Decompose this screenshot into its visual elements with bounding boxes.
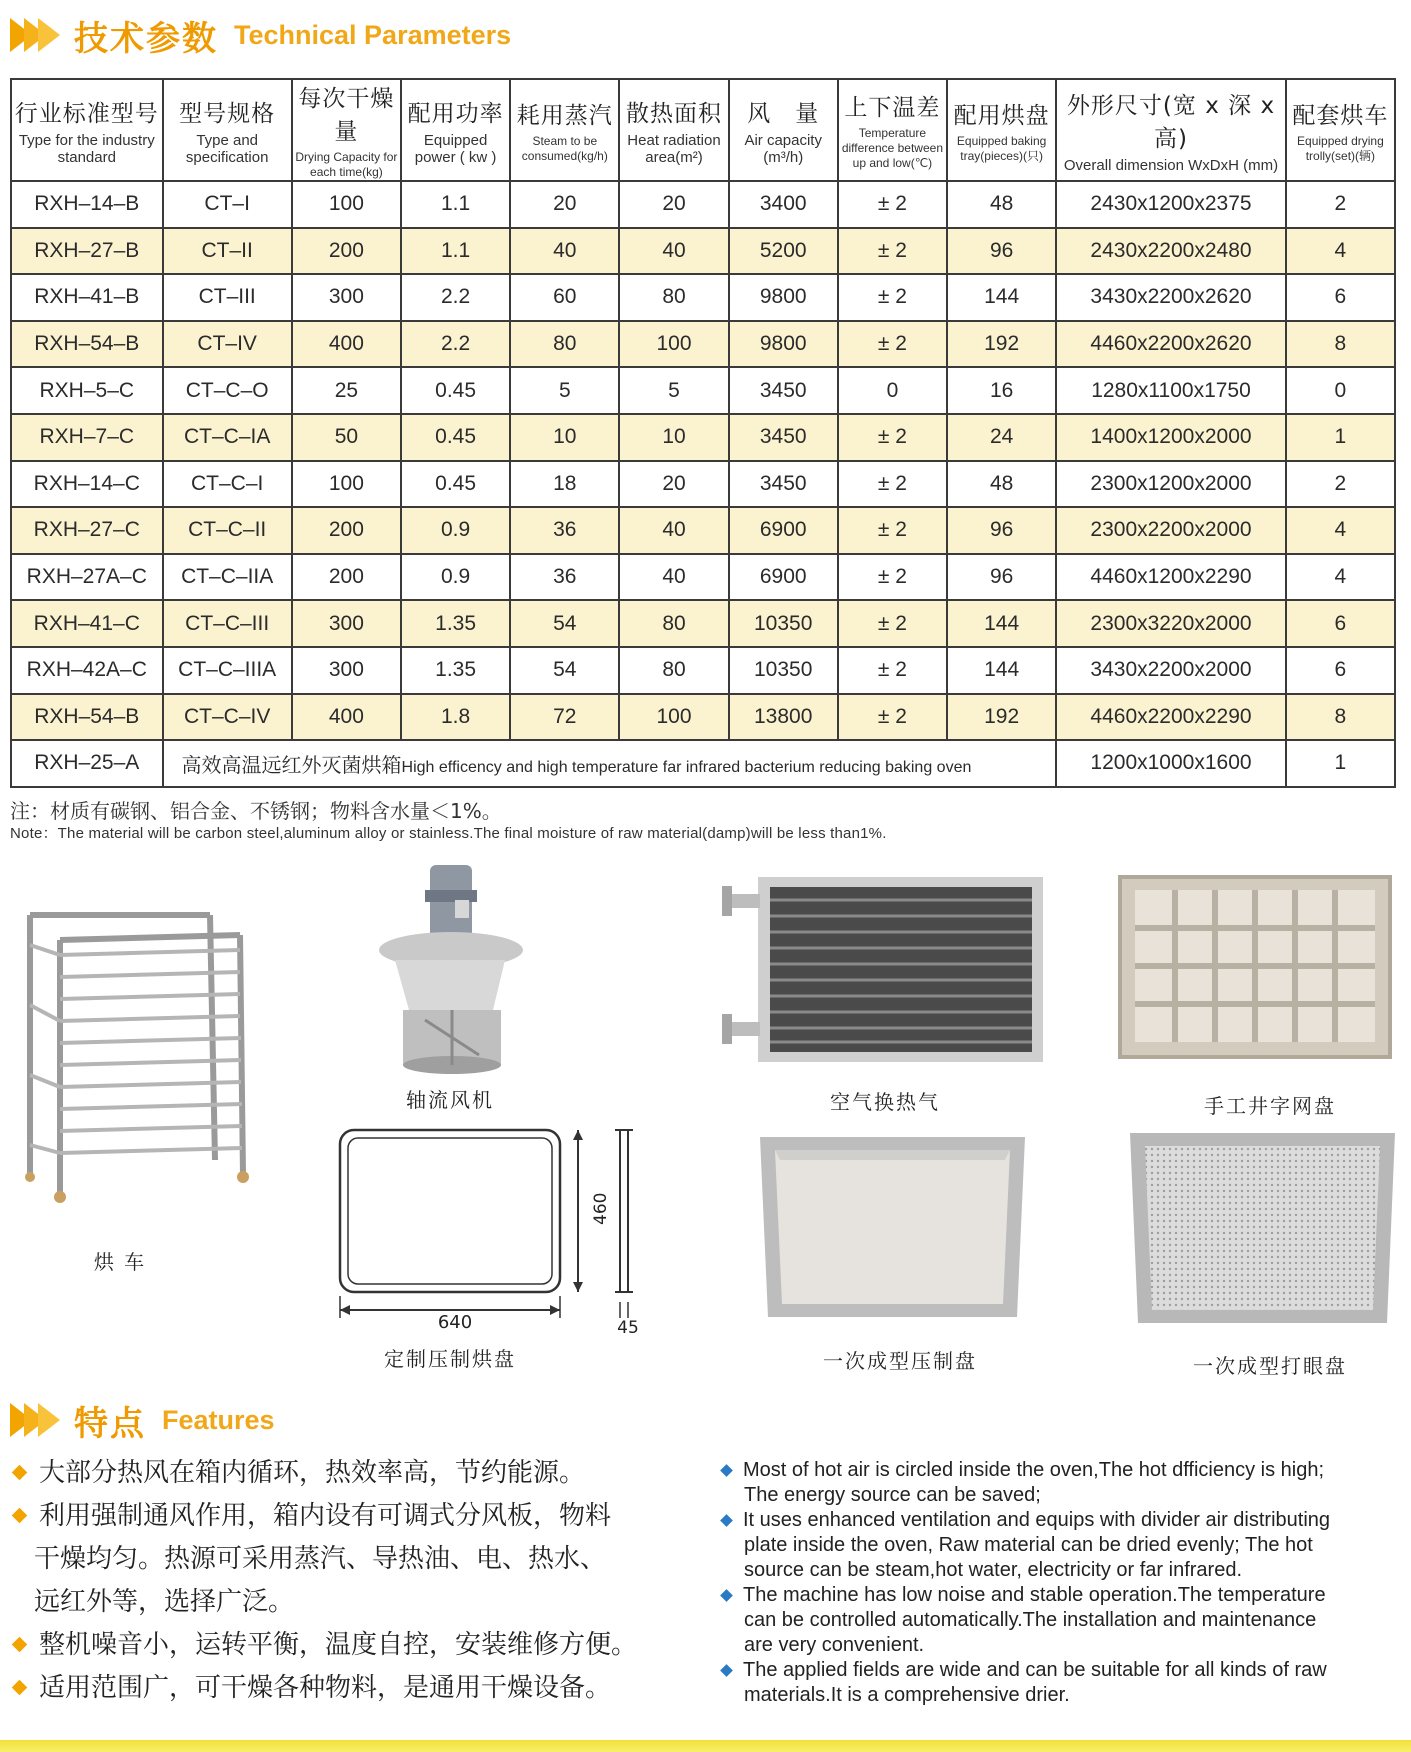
cell-heat-area: 100 <box>619 694 728 741</box>
cell-tray: 192 <box>947 694 1056 741</box>
cell-model: RXH–27–B <box>11 228 163 275</box>
caption-fan: 轴流风机 <box>406 1088 494 1112</box>
cell-tray: 96 <box>947 228 1056 275</box>
table-header-row <box>11 79 1395 181</box>
list-item <box>720 1633 1400 1658</box>
list-item <box>10 1538 690 1581</box>
cell-type: CT–C–IV <box>163 694 292 741</box>
cell-trolly: 1 <box>1286 414 1395 461</box>
cell-description <box>163 740 1057 787</box>
list-item <box>10 1581 690 1624</box>
cell-model: RXH–41–B <box>11 274 163 321</box>
col-header-zh: 上下温差 <box>844 95 941 121</box>
list-item <box>720 1508 1400 1533</box>
cell-steam: 80 <box>510 321 619 368</box>
cell-heat-area: 40 <box>619 507 728 554</box>
cell-tray: 144 <box>947 600 1056 647</box>
cell-capacity: 100 <box>292 181 401 228</box>
bullet-diamond-icon <box>12 1465 28 1481</box>
cell-trolly: 8 <box>1286 694 1395 741</box>
section-title-zh: 特点 <box>74 1403 146 1444</box>
cell-dimension: 2300x1200x2000 <box>1056 461 1286 508</box>
cell-capacity: 50 <box>292 414 401 461</box>
col-header-zh: 风 量 <box>747 100 820 127</box>
cell-steam: 36 <box>510 507 619 554</box>
cell-temp-diff: 0 <box>838 367 947 414</box>
cell-heat-area: 10 <box>619 414 728 461</box>
cell-temp-diff: ± 2 <box>838 600 947 647</box>
cell-trolly: 8 <box>1286 321 1395 368</box>
cell-steam: 20 <box>510 181 619 228</box>
feature-text: 远红外等，选择广泛。 <box>34 1587 295 1617</box>
list-item <box>10 1667 690 1710</box>
feature-text: Most of hot air is circled inside the oven,The hot dfficiency is high; <box>743 1459 1325 1481</box>
cell-heat-area: 40 <box>619 554 728 601</box>
col-header-zh: 耗用蒸汽 <box>516 102 613 129</box>
table-body <box>11 181 1395 787</box>
list-item <box>720 1608 1400 1633</box>
cell-tray: 144 <box>947 647 1056 694</box>
table-row <box>11 181 1395 228</box>
table-row <box>11 647 1395 694</box>
feature-text: 适用范围广，可干燥各种物料，是通用干燥设备。 <box>39 1673 612 1703</box>
cell-dimension: 4460x1200x2290 <box>1056 554 1286 601</box>
cell-heat-area: 5 <box>619 367 728 414</box>
cell-trolly: 0 <box>1286 367 1395 414</box>
cell-type: CT–II <box>163 228 292 275</box>
cell-steam: 18 <box>510 461 619 508</box>
cell-temp-diff: ± 2 <box>838 554 947 601</box>
cell-tray: 48 <box>947 461 1056 508</box>
feature-text: are very convenient. <box>744 1634 925 1656</box>
col-header-en: Equipped power ( kw ) <box>414 131 497 166</box>
cell-model: RXH–14–B <box>11 181 163 228</box>
cell-temp-diff: ± 2 <box>838 228 947 275</box>
cell-trolly: 4 <box>1286 228 1395 275</box>
cell-capacity: 400 <box>292 321 401 368</box>
cell-temp-diff: ± 2 <box>838 461 947 508</box>
note-zh: 注：材质有碳钢、铝合金、不锈钢；物料含水量＜1%。 <box>10 799 502 823</box>
desc-zh: 高效高温远红外灭菌烘箱 <box>181 752 402 777</box>
col-header-zh: 行业标准型号 <box>14 100 159 127</box>
section-header-features <box>10 1395 275 1445</box>
table-row <box>11 507 1395 554</box>
bullet-diamond-icon <box>720 1664 733 1677</box>
cell-heat-area: 20 <box>619 461 728 508</box>
cell-tray: 16 <box>947 367 1056 414</box>
col-header-zh: 散热面积 <box>626 100 722 127</box>
cell-heat-area: 100 <box>619 321 728 368</box>
cell-air: 3450 <box>729 367 838 414</box>
cell-temp-diff: ± 2 <box>838 181 947 228</box>
cell-air: 9800 <box>729 321 838 368</box>
cell-steam: 36 <box>510 554 619 601</box>
feature-text: The applied fields are wide and can be suitable for all kinds of raw <box>743 1659 1327 1681</box>
cell-type: CT–C–I <box>163 461 292 508</box>
list-item <box>720 1458 1400 1483</box>
cell-tray: 144 <box>947 274 1056 321</box>
cell-type: CT–I <box>163 181 292 228</box>
col-header-standard <box>11 79 163 181</box>
features-zh-list <box>10 1452 690 1710</box>
perforated-tray-image <box>1125 1128 1400 1328</box>
cell-trolly: 4 <box>1286 554 1395 601</box>
cell-heat-area: 40 <box>619 228 728 275</box>
cell-temp-diff: ± 2 <box>838 321 947 368</box>
cell-type: CT–C–IIIA <box>163 647 292 694</box>
section-title-en: Technical Parameters <box>234 19 512 50</box>
note-en: Note：The material will be carbon steel,aluminum alloy or stainless.The final moisture of raw material(damp)will be less than1%. <box>10 825 887 842</box>
cell-model: RXH–27A–C <box>11 554 163 601</box>
cell-power: 1.35 <box>401 647 510 694</box>
table-row <box>11 228 1395 275</box>
col-header-en: Drying Capacity for each time(kg) <box>295 150 398 179</box>
dim-width-label: 640 <box>437 1312 473 1333</box>
cell-dimension: 3430x2200x2620 <box>1056 274 1286 321</box>
cell-air: 10350 <box>729 600 838 647</box>
cell-tray: 96 <box>947 507 1056 554</box>
cell-temp-diff: ± 2 <box>838 274 947 321</box>
cell-capacity: 300 <box>292 600 401 647</box>
feature-text: plate inside the oven, Raw material can be dried evenly; The hot <box>744 1534 1313 1556</box>
feature-text: can be controlled automatically.The installation and maintenance <box>744 1609 1317 1631</box>
feature-text: 利用强制通风作用，箱内设有可调式分风板，物料 <box>39 1501 612 1531</box>
cell-type: CT–C–IIA <box>163 554 292 601</box>
col-header-dimension <box>1056 79 1286 181</box>
cell-trolly: 6 <box>1286 647 1395 694</box>
col-header-en: Steam to be consumed(kg/h) <box>521 133 608 163</box>
bullet-diamond-icon <box>12 1637 28 1653</box>
formed-tray-image <box>755 1132 1030 1322</box>
bullet-diamond-icon <box>12 1680 28 1696</box>
bullet-diamond-icon <box>720 1589 733 1602</box>
cell-power: 2.2 <box>401 321 510 368</box>
section-title-en: Features <box>162 1404 275 1435</box>
cell-capacity: 100 <box>292 461 401 508</box>
list-item <box>720 1583 1400 1608</box>
cell-tray: 24 <box>947 414 1056 461</box>
feature-text: materials.It is a comprehensive drier. <box>744 1684 1070 1706</box>
section-header-technical <box>10 10 511 60</box>
cell-steam: 54 <box>510 647 619 694</box>
bullet-diamond-icon <box>12 1508 28 1524</box>
cell-dimension: 1400x1200x2000 <box>1056 414 1286 461</box>
cell-dimension: 2300x2200x2000 <box>1056 507 1286 554</box>
cell-model: RXH–5–C <box>11 367 163 414</box>
col-header-zh: 配用功率 <box>407 100 504 127</box>
cell-dimension: 2300x3220x2000 <box>1056 600 1286 647</box>
cell-trolly: 2 <box>1286 461 1395 508</box>
cell-type: CT–C–IA <box>163 414 292 461</box>
list-item <box>720 1558 1400 1583</box>
list-item <box>10 1452 690 1495</box>
cell-air: 3450 <box>729 414 838 461</box>
caption-trolley: 烘 车 <box>93 1250 147 1274</box>
bullet-diamond-icon <box>720 1464 733 1477</box>
caption-perforated-tray: 一次成型打眼盘 <box>1193 1354 1347 1378</box>
cell-steam: 60 <box>510 274 619 321</box>
feature-text: The machine has low noise and stable operation.The temperature <box>743 1584 1326 1606</box>
cell-type: CT–IV <box>163 321 292 368</box>
dim-height-label: 460 <box>591 1192 611 1225</box>
col-header-temp-diff <box>838 79 947 181</box>
list-item <box>720 1658 1400 1683</box>
col-header-en: Temperature difference between up and low(℃) <box>841 126 943 170</box>
cell-heat-area: 80 <box>619 647 728 694</box>
cell-power: 1.8 <box>401 694 510 741</box>
cell-air: 9800 <box>729 274 838 321</box>
col-header-capacity <box>292 79 401 181</box>
axial-fan-image <box>375 860 525 1075</box>
cell-model: RXH–14–C <box>11 461 163 508</box>
col-header-en: Type and specification <box>185 131 269 166</box>
cell-steam: 5 <box>510 367 619 414</box>
cell-type: CT–C–III <box>163 600 292 647</box>
cell-dimension: 1200x1000x1600 <box>1056 740 1286 787</box>
cell-capacity: 400 <box>292 694 401 741</box>
cell-dimension: 4460x2200x2620 <box>1056 321 1286 368</box>
cell-power: 1.1 <box>401 228 510 275</box>
col-header-zh: 每次干燥量 <box>298 86 395 145</box>
table-row <box>11 321 1395 368</box>
cell-type: CT–III <box>163 274 292 321</box>
list-item <box>10 1495 690 1538</box>
cell-dimension: 4460x2200x2290 <box>1056 694 1286 741</box>
cell-trolly: 6 <box>1286 600 1395 647</box>
bottom-color-bar <box>0 1740 1411 1752</box>
cell-capacity: 300 <box>292 274 401 321</box>
col-header-en: Equipped baking tray(pieces)(只) <box>956 133 1047 163</box>
cell-trolly: 1 <box>1286 740 1395 787</box>
cell-power: 1.35 <box>401 600 510 647</box>
chevron-arrows-icon <box>10 1403 52 1437</box>
table-row <box>11 554 1395 601</box>
cell-heat-area: 20 <box>619 181 728 228</box>
cell-power: 0.45 <box>401 367 510 414</box>
cell-air: 10350 <box>729 647 838 694</box>
mesh-tray-image <box>1115 872 1395 1062</box>
cell-air: 13800 <box>729 694 838 741</box>
table-row-last <box>11 740 1395 787</box>
feature-text: It uses enhanced ventilation and equips with divider air distributing <box>743 1509 1331 1531</box>
col-header-trolly <box>1286 79 1395 181</box>
table-row <box>11 274 1395 321</box>
table-row <box>11 694 1395 741</box>
heat-exchanger-image <box>710 872 1050 1067</box>
table-row <box>11 600 1395 647</box>
features-en-list <box>720 1458 1400 1708</box>
col-header-tray <box>947 79 1056 181</box>
cell-capacity: 25 <box>292 367 401 414</box>
col-header-en: Overall dimension WxDxH (mm) <box>1063 156 1279 174</box>
cell-model: RXH–7–C <box>11 414 163 461</box>
col-header-zh: 配用烘盘 <box>953 102 1050 129</box>
col-header-zh: 外形尺寸(宽 x 深 x 高) <box>1066 92 1276 152</box>
spec-table <box>10 78 1396 788</box>
bullet-diamond-icon <box>720 1514 733 1527</box>
cell-capacity: 200 <box>292 554 401 601</box>
cell-model: RXH–54–B <box>11 694 163 741</box>
cell-heat-area: 80 <box>619 274 728 321</box>
cell-trolly: 2 <box>1286 181 1395 228</box>
cell-air: 6900 <box>729 554 838 601</box>
col-header-en: Heat radiation area(m²) <box>627 131 721 166</box>
cell-type: CT–C–O <box>163 367 292 414</box>
desc-en: High efficency and high temperature far infrared bacterium reducing baking oven <box>401 758 972 776</box>
caption-pressed-tray: 定制压制烘盘 <box>384 1347 516 1371</box>
cell-model: RXH–41–C <box>11 600 163 647</box>
cell-tray: 192 <box>947 321 1056 368</box>
dim-depth-label: 45 <box>617 1318 639 1338</box>
col-header-power <box>401 79 510 181</box>
feature-text: The energy source can be saved; <box>744 1484 1041 1506</box>
cell-air: 5200 <box>729 228 838 275</box>
feature-text: source can be steam,hot water, electricity or far infrared. <box>744 1559 1242 1581</box>
pressed-tray-drawing <box>325 1120 645 1340</box>
cell-temp-diff: ± 2 <box>838 694 947 741</box>
col-header-steam <box>510 79 619 181</box>
cell-heat-area: 80 <box>619 600 728 647</box>
cell-model: RXH–27–C <box>11 507 163 554</box>
cell-model: RXH–42A–C <box>11 647 163 694</box>
cell-capacity: 300 <box>292 647 401 694</box>
chevron-arrows-icon <box>10 18 52 52</box>
cell-steam: 72 <box>510 694 619 741</box>
cell-air: 6900 <box>729 507 838 554</box>
list-item <box>720 1683 1400 1708</box>
cell-power: 1.1 <box>401 181 510 228</box>
list-item <box>720 1533 1400 1558</box>
cell-trolly: 4 <box>1286 507 1395 554</box>
caption-exchanger: 空气换热气 <box>830 1090 940 1114</box>
cell-power: 0.45 <box>401 414 510 461</box>
col-header-heat-area <box>619 79 728 181</box>
cell-temp-diff: ± 2 <box>838 507 947 554</box>
table-row <box>11 461 1395 508</box>
table-row <box>11 367 1395 414</box>
list-item <box>10 1624 690 1667</box>
cell-power: 0.9 <box>401 507 510 554</box>
col-header-type <box>163 79 292 181</box>
col-header-en: Air capacity (m³/h) <box>744 131 822 166</box>
cell-dimension: 2430x1200x2375 <box>1056 181 1286 228</box>
cell-steam: 54 <box>510 600 619 647</box>
section-title-zh: 技术参数 <box>74 18 218 59</box>
cell-dimension: 1280x1100x1750 <box>1056 367 1286 414</box>
feature-text: 干燥均匀。热源可采用蒸汽、导热油、电、热水、 <box>34 1544 607 1574</box>
list-item <box>720 1483 1400 1508</box>
col-header-en: Equipped drying trolly(set)(辆) <box>1297 133 1384 163</box>
cell-power: 2.2 <box>401 274 510 321</box>
caption-mesh-tray: 手工井字网盘 <box>1204 1094 1336 1118</box>
cell-trolly: 6 <box>1286 274 1395 321</box>
cell-temp-diff: ± 2 <box>838 647 947 694</box>
cell-dimension: 3430x2200x2000 <box>1056 647 1286 694</box>
table-row <box>11 414 1395 461</box>
col-header-en: Type for the industry standard <box>18 131 155 166</box>
feature-text: 大部分热风在箱内循环，热效率高，节约能源。 <box>39 1458 586 1488</box>
cell-capacity: 200 <box>292 507 401 554</box>
cell-steam: 10 <box>510 414 619 461</box>
col-header-zh: 配套烘车 <box>1292 102 1389 129</box>
caption-formed-tray: 一次成型压制盘 <box>823 1349 977 1373</box>
cell-steam: 40 <box>510 228 619 275</box>
cell-temp-diff: ± 2 <box>838 414 947 461</box>
cell-model: RXH–54–B <box>11 321 163 368</box>
cell-power: 0.45 <box>401 461 510 508</box>
cell-tray: 48 <box>947 181 1056 228</box>
col-header-zh: 型号规格 <box>179 100 276 127</box>
cell-type: CT–C–II <box>163 507 292 554</box>
cell-capacity: 200 <box>292 228 401 275</box>
cell-dimension: 2430x2200x2480 <box>1056 228 1286 275</box>
col-header-air <box>729 79 838 181</box>
cell-power: 0.9 <box>401 554 510 601</box>
cell-air: 3450 <box>729 461 838 508</box>
cell-tray: 96 <box>947 554 1056 601</box>
drying-trolley-image <box>15 905 255 1205</box>
cell-model: RXH–25–A <box>11 740 163 787</box>
feature-text: 整机噪音小，运转平衡，温度自控，安装维修方便。 <box>39 1630 638 1660</box>
cell-air: 3400 <box>729 181 838 228</box>
